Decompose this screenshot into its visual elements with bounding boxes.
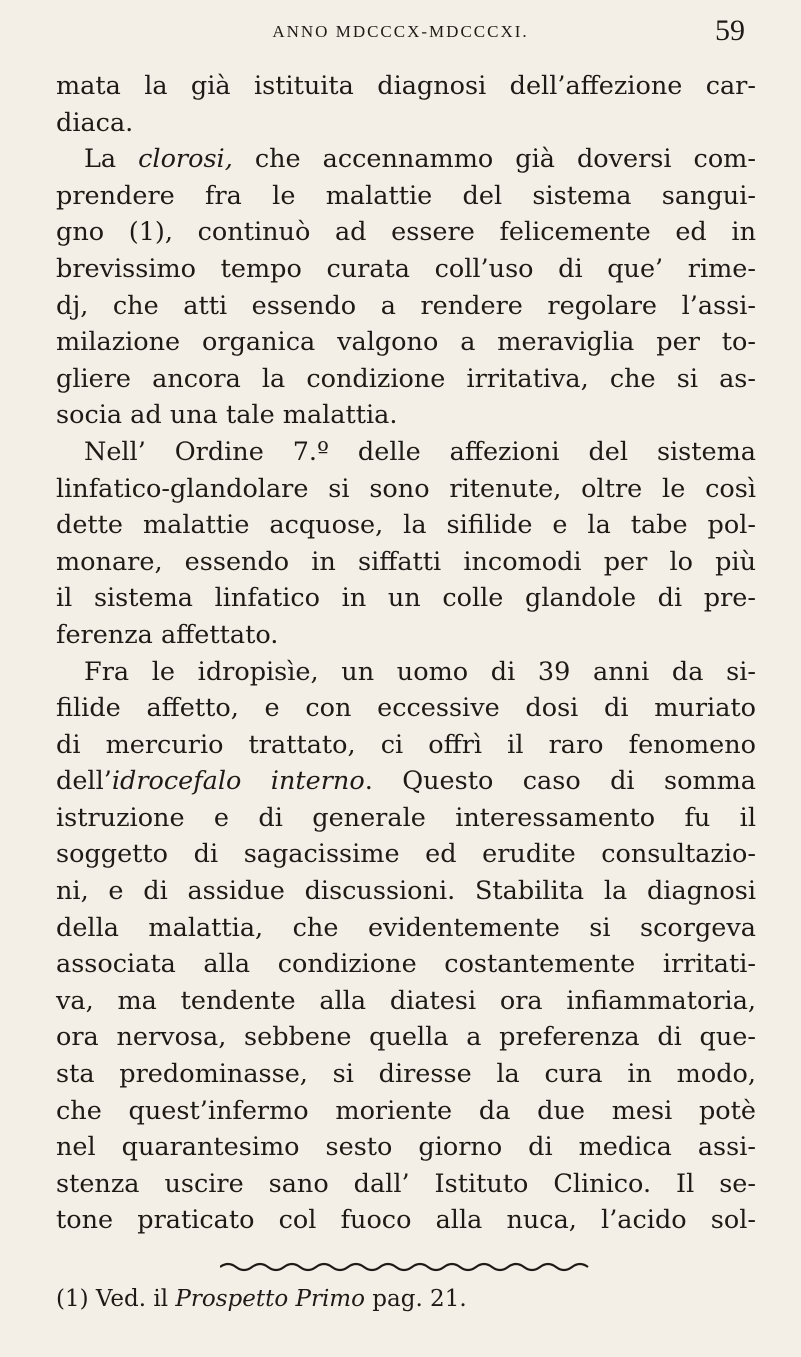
- text-line: brevissimo tempo curata coll’uso di que’ rime-: [56, 253, 756, 284]
- text-line: diaca.: [56, 107, 134, 138]
- text-line: della malattia, che evidentemente si scorgeva: [56, 912, 756, 943]
- footnote: (1) Ved. il Prospetto Primo pag. 21.: [56, 1286, 467, 1312]
- text-line: soggetto di sagacissime ed erudite consultazio-: [56, 839, 756, 870]
- text-line: Nell’ Ordine 7.º delle affezioni del sistema: [84, 436, 756, 467]
- text-line: prendere fra le malattie del sistema sangui-: [56, 180, 756, 211]
- text-line: mata la già istituita diagnosi dell’affezione car-: [56, 71, 756, 101]
- text-line: stenza uscire sano dall’ Istituto Clinico. Il se-: [56, 1168, 756, 1199]
- text-line: di mercurio trattato, ci offrì il raro fenomeno: [56, 729, 756, 760]
- text-line: socia ad una tale malattia.: [56, 400, 398, 431]
- text-line: La clorosi, che accennammo già doversi com-: [84, 144, 756, 175]
- text-line: ni, e di assidue discussioni. Stabilita la diagnosi: [56, 876, 756, 907]
- body-text: [56, 68, 756, 1239]
- text-line: monare, essendo in siffatti incomodi per lo più: [56, 546, 756, 577]
- text-line: milazione organica valgono a meraviglia per to-: [56, 327, 756, 358]
- text-line: dell’idrocefalo interno. Questo caso di somma: [56, 766, 757, 797]
- text-line: associata alla condizione costantemente irritati-: [56, 949, 756, 980]
- text-line: filide affetto, e con eccessive dosi di muriato: [56, 693, 756, 724]
- text-line: dette malattie acquose, la sifilide e la tabe pol-: [56, 510, 756, 541]
- text-line: ora nervosa, sebbene quella a preferenza di que-: [56, 1022, 756, 1053]
- page-header: [0, 14, 801, 54]
- text-line: il sistema linfatico in un colle glandole di pre-: [56, 583, 756, 614]
- text-line: Fra le idropisìe, un uomo di 39 anni da si-: [84, 656, 756, 687]
- page-number: 59: [715, 14, 745, 47]
- text-line: sta predominasse, si diresse la cura in modo,: [56, 1059, 756, 1090]
- footnote-rule-ornament: [220, 1260, 590, 1274]
- text-line: linfatico-glandolare si sono ritenute, oltre le così: [56, 473, 756, 504]
- text-line: istruzione e di generale interessamento fu il: [56, 802, 756, 833]
- text-line: ferenza affettato.: [56, 619, 279, 650]
- text-line: dj, che atti essendo a rendere regolare l’assi-: [56, 290, 756, 321]
- text-line: gno (1), continuò ad essere felicemente ed in: [56, 217, 756, 248]
- running-head: ANNO MDCCCX-MDCCCXI.: [272, 22, 529, 41]
- text-line: nel quarantesimo sesto giorno di medica assi-: [56, 1132, 756, 1163]
- text-line: va, ma tendente alla diatesi ora infiammatoria,: [56, 985, 756, 1016]
- text-line: gliere ancora la condizione irritativa, che si as-: [56, 363, 756, 394]
- text-line: tone praticato col fuoco alla nuca, l’acido sol-: [56, 1205, 756, 1236]
- text-line: che quest’infermo moriente da due mesi potè: [56, 1095, 756, 1126]
